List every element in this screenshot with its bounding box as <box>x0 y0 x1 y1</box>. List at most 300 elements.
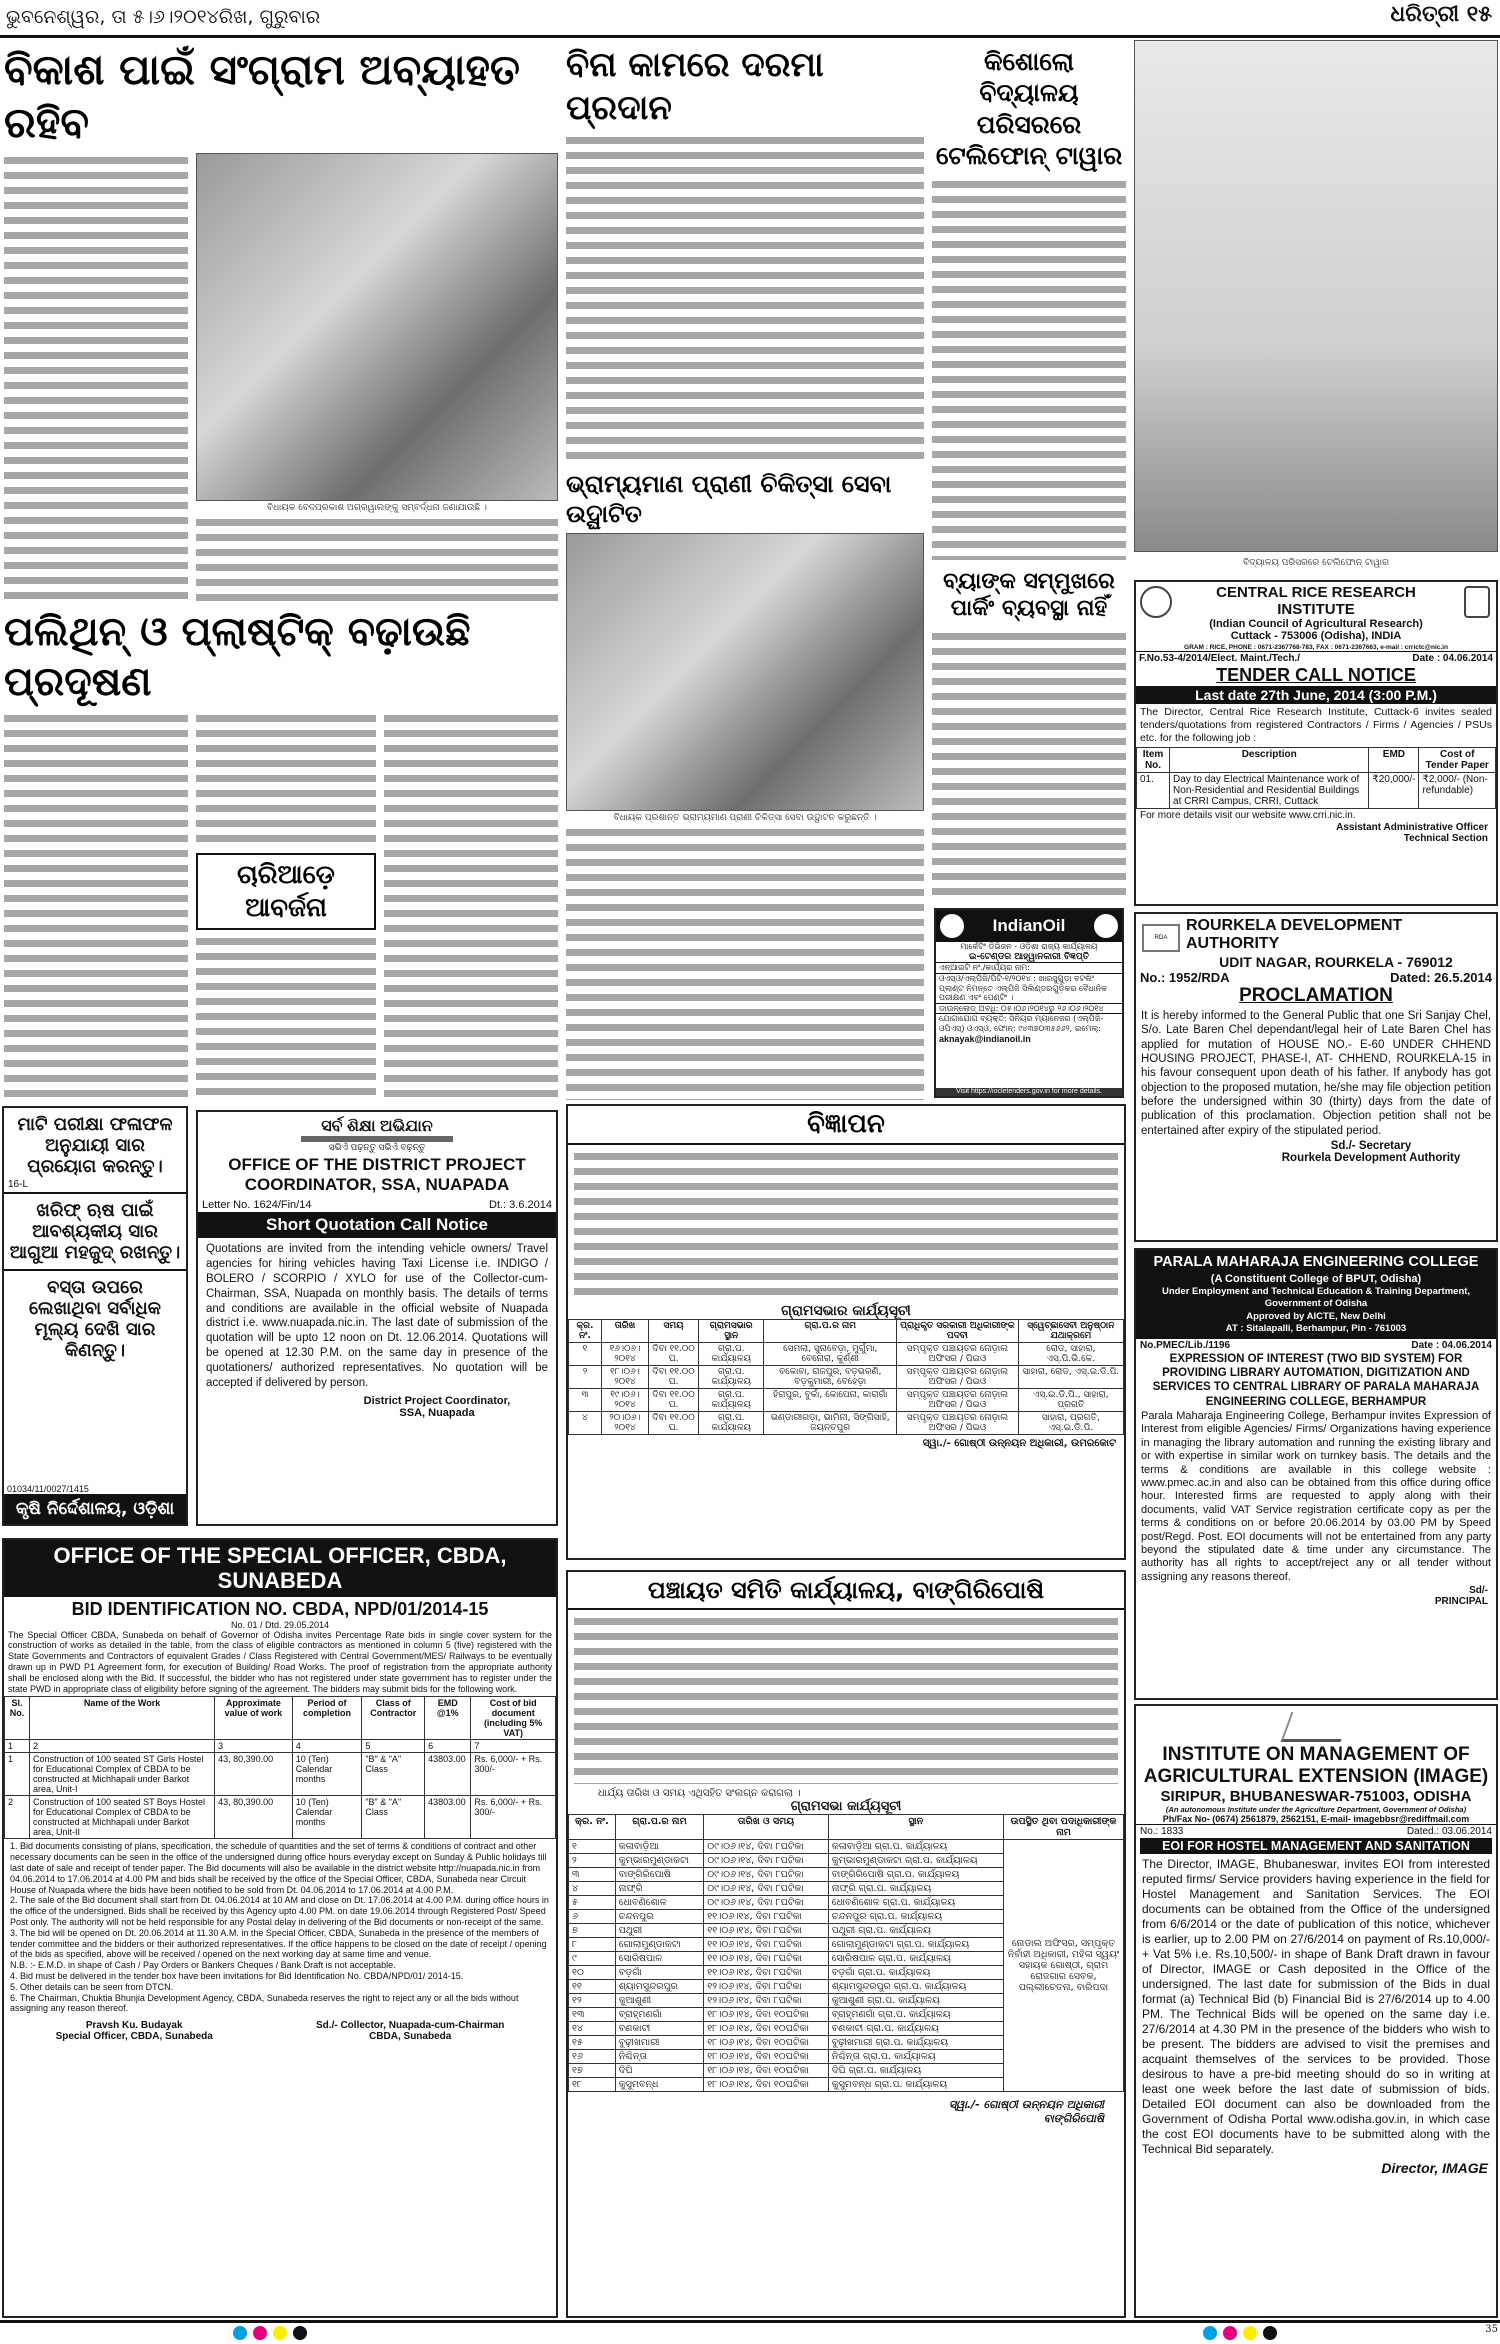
krushi-footer: କୃଷି ନିର୍ଦ୍ଦେଶାଳୟ, ଓଡ଼ିଶା <box>4 1494 186 1524</box>
table-cell: "B" & "A" Class <box>362 1753 425 1796</box>
table-cell: ଗ୍ରା.ପ. କାର୍ଯ୍ୟାଳୟ <box>699 1365 764 1388</box>
crri-contact: GRAM : RICE, PHONE : 0671-2367768-783, FAX : 0671-2367663, e-mail : crrictc@nic.in <box>1136 644 1496 652</box>
table-header-cell: ଗ୍ରା.ପ.ର ନାମ <box>764 1319 897 1342</box>
indianoil-nit: ଓଏସ୍ଓ/ଏଲ୍‌ପିଜି/ପିଟି-୧/୨୦୧୪ : ଖାରସୁଗୁଡ଼ା ବଟଲିଂ ପ୍ଲାଣ୍ଟ ନିମନ୍ତେ ଏଲ୍‌ପିଜି ସିଲିଣ୍ଡରଗୁଡ଼ିକର ବୈଧାନିକ ପରୀକ୍ଷଣ ଏବଂ ପେଣ୍ଟିଂ । <box>936 974 1122 1004</box>
table-cell: ଗ୍ରା.ପ. କାର୍ଯ୍ୟାଳୟ <box>699 1411 764 1434</box>
table-cell: ୧୨ <box>569 1994 616 2008</box>
table-cell: ବଣକାଟୀ ଗ୍ରା.ପ. କାର୍ଯ୍ୟାଳୟ <box>828 2022 1003 2036</box>
headline-a2: ବିନା କାମରେ ଦରମା ପ୍ରଦାନ <box>566 45 824 128</box>
rda-ref-row <box>1136 970 1496 985</box>
masthead <box>1390 2 1492 27</box>
indianoil-contact: ଯୋଗାଯୋଗ ବ୍ୟକ୍ତି: ସିନିୟର ମ୍ୟାନେଜର (ଏଲ୍‌ପିଜି-ଓପିଏସ୍) ଓଏସ୍ଓ, ଫୋନ୍: ୯୪୩୭୦୩୫୬୬୨, ଇମେଲ୍: <box>939 1014 1104 1033</box>
table-header-cell: ତାରିଖ ଓ ସମୟ <box>704 1815 828 1840</box>
table-cell: କଳାବାଡ଼ିଆ ଗ୍ରା.ପ. କାର୍ଯ୍ୟାଳୟ <box>828 1840 1003 1854</box>
article-body-a6 <box>932 629 1126 902</box>
image-no: No.: 1833 <box>1140 1825 1184 1837</box>
cbda-ref: No. 01 / Dtd. 29.05.2014 <box>230 1619 330 1630</box>
cbda-bid-id: BID IDENTIFICATION NO. CBDA, NPD/01/2014-15 <box>71 1598 489 1619</box>
registration-dot <box>253 2326 267 2340</box>
panchayat-sign <box>568 2092 1124 2132</box>
article-body-a1 <box>4 153 188 601</box>
pmec-ref-row <box>1136 1339 1496 1352</box>
table-cell: ୧୧।୦୬।୧୪, ଦିବା ୮ଘଟିକା <box>704 1924 828 1938</box>
article-body-a1-cont <box>196 515 558 601</box>
rda-address: UDIT NAGAR, ROURKELA - 769012 <box>1219 953 1453 970</box>
table-cell: ₹20,000/- <box>1369 773 1419 809</box>
photo-vet-service <box>566 533 924 810</box>
table-cell: 01. <box>1137 773 1170 809</box>
rda-body: It is hereby informed to the General Public that one Sri Sanjay Chel, S/o. Late Baren Chel dependant/legal heir of Late Baren Chel has applied for mutation of HOUSE NO.- E-60 UNDER CHHEND HOUSING PROJECT, PHASE-I, AT- CHHEND, ROURKELA-15 in his favour consequent upon death of his father. If anybody has got objection to the proposed mutation, he/she may file objection petition before the undersigned within 30 (thirty) days from the date of publication of this proclamation. Objection petition shall not be entertained after expiry of the stipulated period. <box>1141 1009 1491 1137</box>
table-cell: ବଡ଼ଗାଁ <box>615 1966 704 1980</box>
crri-table <box>1136 747 1496 809</box>
table-header-row <box>569 1815 1124 1840</box>
table-row <box>5 1740 556 1753</box>
table-row <box>569 1840 1124 1854</box>
ssa-ad <box>196 1110 558 1526</box>
indianoil-footer: Visit https://iocletenders.gov.in for more details. <box>936 1088 1122 1096</box>
table-cell: ଦିବା ୧୧.୦୦ ଘ. <box>649 1411 699 1434</box>
table-header-cell: Period of completion <box>292 1697 362 1740</box>
cbda-tender <box>2 1538 558 2318</box>
table-cell: ନିଶ୍ଚିନ୍ତା <box>615 2050 704 2064</box>
table-header-cell: EMD <box>1369 748 1419 773</box>
table-cell: ୧୮।୦୬।୧୪, ଦିବା ୧୦ଘଟିକା <box>704 2036 828 2050</box>
table-cell: ପଥୁରୀ <box>615 1924 704 1938</box>
ssa-body: Quotations are invited from the intending vehicle owners/ Travel agencies for hiring vehicles having Taxi License i.e. INDIGO / BOLERO / SCORPIO / XYLO for use of the Collector-cum-Chairman, SSA, Nuapada on monthly basis. The details of terms and conditions are available in the official website of Nuapada district i.e. www.nuapada.nic.in. The last date of submission of the quotation will be upto 12 noon on Dt. 12.06.2014. Quotations will be opened at 12.30 P.M. on the same day in presence of the quotationers/ authorized representatives. No quotation will be accepted if delivered by person. <box>206 1242 548 1390</box>
table-cell: 43803.00 <box>425 1796 471 1839</box>
sign-line: PRINCIPAL <box>1434 1596 1488 1608</box>
table-cell: ବ୍ରାହ୍ମଣଗାଁ <box>615 2008 704 2022</box>
image-address: SIRIPUR, BHUBANESWAR-751003, ODISHA <box>1160 1787 1472 1805</box>
table-header-cell: EMD @1% <box>425 1697 471 1740</box>
crri-body: The Director, Central Rice Research Institute, Cuttack-6 invites sealed tenders/quotations from registered Contractors / Firms / Agencies / PSUs etc. for the following job : <box>1140 706 1492 745</box>
bigyapan-table <box>568 1319 1124 1435</box>
table-cell: ୧ <box>569 1342 602 1365</box>
cbda-note: 3. The bid will be opened on Dt. 20.06.2014 at 11.30 A.M. in the Special Officer, CBDA, Sunabeda in the presence of the members of tender committee and the bidders or their authorized representatives. If the office happens to be closed on the date of receipt / opening of the bids as specified, above will be received / opened on the next working day at same time and venue. <box>10 1927 547 1960</box>
table-row <box>569 1388 1124 1411</box>
table-cell: Rs. 6,000/- + Rs. 300/- <box>471 1753 556 1796</box>
cbda-note: 4. Bid must be delivered in the tender box have been invitations for Bid Identification No. CBDA/NPD/01/ 2014-15. <box>10 1970 464 1981</box>
article-a4 <box>4 711 558 1100</box>
image-notice: EOI FOR HOSTEL MANAGEMENT AND SANITATION <box>1140 1838 1492 1854</box>
table-row <box>569 1411 1124 1434</box>
sign-name: Sd./- Collector, Nuapada-cum-Chairman <box>316 2020 505 2032</box>
krushi-ref: 01034/11/0027/1415 <box>7 1484 89 1494</box>
table-header-cell: ଗ୍ରାମସଭାର ସ୍ଥାନ <box>699 1319 764 1342</box>
pmec-header <box>1136 1250 1496 1339</box>
article-body-a4-col2 <box>196 711 376 849</box>
rda-no: No.: 1952/RDA <box>1140 969 1230 985</box>
table-cell: 43, 80,390.00 <box>215 1796 293 1839</box>
table-cell: ସାହାରା, ପ୍ରଗତି, ଏସ୍.ଇ.ଡି.ପି. <box>1018 1411 1123 1434</box>
ssa-notice-title: Short Quotation Call Notice <box>198 1212 556 1238</box>
pmec-signature <box>1136 1585 1496 1607</box>
ssa-logo-text: ସର୍ବ ଶିକ୍ଷା ଅଭିଯାନ <box>301 1118 453 1142</box>
indianoil-email[interactable]: aknayak@indianoil.in <box>939 1033 1031 1044</box>
ssa-letter-no: Letter No. 1624/Fin/14 <box>202 1198 312 1211</box>
rda-signature <box>1136 1140 1496 1164</box>
cbda-note: 1. Bid documents consisting of plans, specification, the schedule of quantities and the set of terms & conditions of contract and other necessary documents can be seen in the office of the undersigned during office hours everyday except on Sunday & Public holidays till last date of sale and receipt of tender paper. The Bid documents will also be available in the district website http://nuapada.nic.in from 04.06.2014 to 17.06.2014 at 4.00 PM and bids shall be received by the office of the Special Officer, CBDA, Sunabeda near Circuit House of Nuapada where the bids have been notified to be sold from Dt. 04.06.2014 to 17.06.2014 at 4.00 P.M. <box>10 1841 547 1895</box>
registration-dot <box>233 2326 247 2340</box>
table-cell: ୧୧।୦୬।୧୪, ଦିବା ୮ଘଟିକା <box>704 1966 828 1980</box>
table-cell: ୧୧।୦୬।୧୪, ଦିବା ୮ଘଟିକା <box>704 1938 828 1952</box>
table-cell: କୁଆଶୁଣୀ ଗ୍ରା.ପ. କାର୍ଯ୍ୟାଳୟ <box>828 1994 1003 2008</box>
crri-notice: TENDER CALL NOTICE <box>1216 665 1416 685</box>
panchayat-title: ପଞ୍ଚାୟତ ସମିତି କାର୍ଯ୍ୟାଳୟ, ବାଙ୍ଗିରିପୋଷି <box>568 1572 1124 1610</box>
table-cell: ୧୭ <box>569 2064 616 2078</box>
cbda-title: OFFICE OF THE SPECIAL OFFICER, CBDA, SUNABEDA <box>4 1540 556 1597</box>
dateline: ଭୁବନେଶ୍ୱର, ତା ୫।୬।୨୦୧୪ରିଖ, ଗୁରୁବାର <box>6 6 321 28</box>
sign-line: ବାଙ୍ଗିରିପୋଷି <box>1043 2112 1104 2125</box>
crri-title: CENTRAL RICE RESEARCH INSTITUTE <box>1216 584 1416 618</box>
table-cell: ଧୋବଣିଶୋଳ <box>615 1896 704 1910</box>
table-cell: ୧୧।୦୬।୧୪, ଦିବା ୮ଘଟିକା <box>704 1952 828 1966</box>
crri-ref-row <box>1136 652 1496 665</box>
headline-a5: ଭ୍ରାମ୍ୟମାଣ ପ୍ରାଣୀ ଚିକିତ୍ସା ସେବା ଉଦ୍ଘାଟିତ <box>566 470 892 529</box>
sign-line: Sd/- <box>1469 1585 1488 1597</box>
image-logo-icon <box>1281 1712 1352 1742</box>
table-cell: ଶ୍ୟାମସୁନ୍ଦରପୁର <box>615 1980 704 1994</box>
table-cell: ନିଶ୍ଚିନ୍ତା ଗ୍ରା.ପ. କାର୍ଯ୍ୟାଳୟ <box>828 2050 1003 2064</box>
table-cell: ୯ <box>569 1952 616 1966</box>
table-row <box>569 1342 1124 1365</box>
ssa-title: OFFICE OF THE DISTRICT PROJECT COORDINATOR, SSA, NUAPADA <box>228 1155 526 1195</box>
table-cell: 1 <box>5 1753 30 1796</box>
crri-tender <box>1134 580 1498 906</box>
article-body-a2 <box>566 133 924 463</box>
image-title: INSTITUTE ON MANAGEMENT OF AGRICULTURAL EXTENSION (IMAGE) <box>1143 1744 1489 1787</box>
table-cell: ୧୪ <box>569 2022 616 2036</box>
table-cell: Construction of 100 seated ST Girls Hostel for Educational Complex of CBDA to be constructed at Michhapali under Barkot area, Unit-I <box>30 1753 215 1796</box>
pmec-line: Approved by AICTE, New Delhi <box>1246 1310 1386 1322</box>
headline-a4: ପଲିଥିନ୍ ଓ ପ୍ଲାଷ୍ଟିକ୍ ବଢ଼ାଉଛି ପ୍ରଦୂଷଣ <box>4 609 471 706</box>
table-cell: ସାହାରା, ରୋଡ, ଏସ୍.ଇ.ଡି.ପି. <box>1018 1365 1123 1388</box>
headline-a1: ବିକାଶ ପାଇଁ ସଂଗ୍ରାମ ଅବ୍ୟାହତ ରହିବ <box>4 45 520 147</box>
photo-felicitation <box>196 153 558 501</box>
table-header-cell: Class of Contractor <box>362 1697 425 1740</box>
image-body: The Director, IMAGE, Bhubaneswar, invites EOI from interested reputed firms/ Service providers having experience in the field for Hostel Management and Sanitation Services. The EOI documents can be obtained from the Office of the undersigned from 6/6/2014 or the date of publication of this notice, whichever is earlier, up to 2.00 PM on 27/6/2014 on payment of Rs.10,000/- + Vat 5% i.e. Rs.10,500/- in shape of Bank Draft drawn in favour of Director, IMAGE or Cash deposited in the Office of the undersigned. The last date for submission of the Bids in dual format (a) Technical Bid (b) Financial Bid is 27/6/2014 up to 4.00 PM. The Technical Bids will be opened on the same day i.e. 27/6/2014 at 4.30 PM in the presence of the bidders who wish to be present. The bidders are advised to visit the premises and acquaint themselves of the services to be provided. Those desirous to have a pre-bid meeting should do so in writing at least one week before the last date of submission of bids. Detailed EOI document can also be downloaded from the Government of Odisha Portal www.odisha.gov.in, in which case the cost EOI documents have to be submitted along with the Technical Bid separately. <box>1142 1856 1490 2156</box>
table-cell: ₹2,000/- (Non-refundable) <box>1419 773 1496 809</box>
table-cell: ୨ <box>569 1854 616 1868</box>
table-cell: ୧୬ <box>569 2050 616 2064</box>
table-cell: କଳାବାଡ଼ିଆ <box>615 1840 704 1854</box>
photo-caption-a1: ବିଧାୟକ ବେଦପ୍ରକାଶ ଅଗ୍ରୱାଲଙ୍କୁ ସମ୍ବର୍ଦ୍ଧନା ଜଣାଯାଉଛି । <box>267 502 487 513</box>
table-cell: ୦୯।୦୬।୧୪, ଦିବା ୮ଘଟିକା <box>704 1840 828 1854</box>
indianoil-brand: IndianOil <box>992 915 1066 935</box>
table-row <box>5 1796 556 1839</box>
page-number: ୧୫ <box>1466 2 1492 27</box>
cbda-table <box>4 1696 556 1839</box>
left-news-column <box>4 44 558 1100</box>
table-cell: ୧୮।୦୬।୧୪, ଦିବା ୧୦ଘଟିକା <box>704 2008 828 2022</box>
table-cell: 5 <box>362 1740 425 1753</box>
cbda-note: N.B. :- E.M.D. in shape of Cash / Pay Orders or Bankers Cheques / Bank Draft is not acceptable. <box>10 1960 396 1971</box>
table-cell: 1 <box>5 1740 30 1753</box>
indianoil-dept: ମାର୍କେଟିଂ ଡିଭିଜନ - ଓଡ଼ିଶା ରାଜ୍ୟ କାର୍ଯ୍ୟାଳୟ <box>960 942 1098 951</box>
krushi-line2: ଖରିଫ୍ ଋଷ ପାଇଁ ଆବଶ୍ୟକୀୟ ସାର ଆଗୁଆ ମହଜୁଦ୍ ରଖନ୍ତୁ। <box>4 1194 186 1271</box>
krushi-ad <box>2 1106 188 1526</box>
table-cell: 6 <box>425 1740 471 1753</box>
registration-dot <box>1263 2326 1277 2340</box>
cbda-note: 2. The sale of the Bid document shall start from Dt. 04.06.2014 at 10 AM and close on Dt. 17.06.2014 at 4.00 P.M. during office hours in the office of the undersigned. Bids shall be received by this Agency upto 4.00 PM. on date 19.06.2014 through Registered Post/ Speed Post only. The authority will not be held responsible for any Postal delay in delivering of the Bid documents or non-receipt of the same. <box>10 1895 549 1927</box>
table-cell: ବାଙ୍ଗିରିପୋଷି ଗ୍ରା.ପ. କାର୍ଯ୍ୟାଳୟ <box>828 1868 1003 1882</box>
table-cell: ୫ <box>569 1896 616 1910</box>
table-header-cell: Approximate value of work <box>215 1697 293 1740</box>
image-signature: Director, IMAGE <box>1381 2159 1488 2176</box>
crri-signature <box>1136 822 1496 844</box>
cbda-sign-left <box>56 2020 213 2042</box>
table-cell: ୧୦ <box>569 1966 616 1980</box>
cbda-notes <box>4 1839 556 2016</box>
table-cell: ନାଫ୍ରି ଗ୍ରା.ପ. କାର୍ଯ୍ୟାଳୟ <box>828 1882 1003 1896</box>
pmec-line: Under Employment and Technical Education & Training Department, Government of Odisha <box>1161 1286 1471 1310</box>
pmec-line: (A Constituent College of BPUT, Odisha) <box>1210 1272 1422 1285</box>
crri-sub: (Indian Council of Agricultural Research) <box>1209 618 1423 630</box>
sign-line: ସ୍ୱା./- ଗୋଷ୍ଠୀ ଉନ୍ନୟନ ଅଧିକାରୀ <box>948 2098 1104 2111</box>
table-cell: ୨ <box>569 1365 602 1388</box>
rda-date: Dated: 26.5.2014 <box>1390 969 1492 985</box>
middle-news-column <box>566 44 924 1100</box>
table-cell: ରୋଡ, ସାହାରା, ଏସ୍.ପି.ଭି.କେ. <box>1018 1342 1123 1365</box>
icar-logo-icon <box>1464 586 1490 618</box>
table-header-cell: Sl. No. <box>5 1697 30 1740</box>
table-cell: ୧୫ <box>569 2036 616 2050</box>
table-header-cell: Description <box>1170 748 1369 773</box>
image-date: Dated.: 03.06.2014 <box>1406 1825 1492 1837</box>
ssa-logo <box>198 1112 556 1153</box>
pmec-title: PARALA MAHARAJA ENGINEERING COLLEGE <box>1153 1254 1479 1270</box>
ssa-signature <box>198 1395 556 1419</box>
table-cell: ବଣକାଟୀ <box>615 2022 704 2036</box>
krushi-line1: ମାଟି ପରୀକ୍ଷା ଫଳାଫଳ ଅନୁଯାୟୀ ସାର ପ୍ରୟୋଗ କରନ୍ତୁ। <box>17 1114 173 1177</box>
pmec-eoi <box>1134 1248 1498 1700</box>
table-cell: ଗୋଲାମୁଣ୍ଡାକଟା ଗ୍ରା.ପ. କାର୍ଯ୍ୟାଳୟ <box>828 1938 1003 1952</box>
table-cell: ୩ <box>569 1388 602 1411</box>
sign-title: CBDA, Sunabeda <box>369 2031 452 2043</box>
sheet-number: 35 <box>1485 2324 1498 2335</box>
table-cell: ଗ୍ରା.ପ. କାର୍ଯ୍ୟାଳୟ <box>699 1388 764 1411</box>
sign-name: Pravsh Ku. Budayak <box>85 2020 183 2032</box>
table-cell: ଦିବା ୧୧.୦୦ ଘ. <box>649 1365 699 1388</box>
table-cell: ନାଫ୍ରି <box>615 1882 704 1896</box>
indianoil-ad <box>934 908 1124 1098</box>
table-row <box>5 1753 556 1796</box>
ssa-ref-row <box>198 1198 556 1212</box>
table-cell: ୧୮ <box>569 2078 616 2092</box>
table-row <box>1137 773 1496 809</box>
crri-header <box>1136 582 1496 644</box>
photo-caption-a5: ବିଧାୟକ ପ୍ରଶାନ୍ତ ଭ୍ରାମ୍ୟମାଣ ପ୍ରାଣୀ ଚିକିତ୍ସା ସେବା ଉଦ୍ଘାଟନ କରୁଛନ୍ତି । <box>613 812 877 823</box>
table-cell: 7 <box>471 1740 556 1753</box>
table-cell: ଦିବା ୧୧.୦୦ ଘ. <box>649 1342 699 1365</box>
rda-proclamation <box>1134 912 1498 1242</box>
image-contact: Ph/Fax No- (0674) 2561879, 2562151, E-mail- imagebbsr@rediffmail.com <box>1136 1814 1496 1825</box>
table-cell: ସୋରିଷପାଳ ଗ୍ରା.ପ. କାର୍ଯ୍ୟାଳୟ <box>828 1952 1003 1966</box>
registration-dot <box>1223 2326 1237 2340</box>
indianoil-header <box>936 910 1122 942</box>
table-header-row <box>5 1697 556 1740</box>
table-cell: ସମ୍ପୃକ୍ତ ପଞ୍ଚାୟତର ନୋଡ଼ାଲ ଅଫିସର / ପିଇଓ <box>897 1342 1019 1365</box>
indianoil-logo-icon <box>1094 914 1118 938</box>
table-cell: ସମ୍ପୃକ୍ତ ପଞ୍ଚାୟତର ନୋଡ଼ାଲ ଅଫିସର / ପିଇଓ <box>897 1365 1019 1388</box>
table-cell: କୁମ୍ଭାରମୁଣ୍ଡାକଟା ଗ୍ରା.ପ. କାର୍ଯ୍ୟାଳୟ <box>828 1854 1003 1868</box>
table-cell: 43803.00 <box>425 1753 471 1796</box>
pmec-date: Date : 04.06.2014 <box>1411 1339 1492 1351</box>
table-cell: ୦୯।୦୬।୧୪, ଦିବା ୮ଘଟିକା <box>704 1882 828 1896</box>
table-cell: 4 <box>292 1740 362 1753</box>
registration-dot <box>293 2326 307 2340</box>
indianoil-nit-label: ଏନ୍ଆଇଟି ନଂ./କାର୍ଯ୍ୟର ନାମ: <box>936 963 1122 974</box>
bigyapan-body <box>574 1149 1118 1299</box>
table-cell: Day to day Electrical Maintenance work of Non-Residential and Residential Buildings at CRRI Campus, CRRI, Cuttack <box>1170 773 1369 809</box>
registration-dot <box>1243 2326 1257 2340</box>
table-cell: ଶ୍ୟାମସୁନ୍ଦରପୁର ଗ୍ରା.ପ. କାର୍ଯ୍ୟାଳୟ <box>828 1980 1003 1994</box>
table-cell: କୁମ୍ଭାରମୁଣ୍ଡାକଟା <box>615 1854 704 1868</box>
table-header-cell: କ୍ର. ନଂ. <box>569 1815 616 1840</box>
pmec-no: No.PMEC/Lib./1196 <box>1140 1339 1231 1351</box>
table-cell: ୦୯।୦୬।୧୪, ଦିବା ୮ଘଟିକା <box>704 1868 828 1882</box>
table-row <box>569 1365 1124 1388</box>
table-cell: 3 <box>215 1740 293 1753</box>
table-cell: ୧ <box>569 1840 616 1854</box>
crri-logo-icon <box>1140 586 1172 618</box>
table-cell: ଚନ୍ଦନପୁର ଗ୍ରା.ପ. କାର୍ଯ୍ୟାଳୟ <box>828 1910 1003 1924</box>
subhead-a4: ଚାରିଆଡ଼େ ଆବର୍ଜନା <box>196 853 376 930</box>
indianoil-logo-icon <box>940 914 964 938</box>
table-cell: Rs. 6,000/- + Rs. 300/- <box>471 1796 556 1839</box>
table-cell: ବୁଢ଼ୀଖମାରୀ ଗ୍ରା.ପ. କାର୍ଯ୍ୟାଳୟ <box>828 2036 1003 2050</box>
cbda-signatures <box>4 2020 556 2042</box>
table-cell: ୦୯।୦୬।୧୪, ଦିବା ୮ଘଟିକା <box>704 1854 828 1868</box>
image-sub: (An autonomous Institute under the Agriculture Department, Government of Odisha) <box>1165 1804 1467 1814</box>
table-cell: 10 (Ten) Calendar months <box>292 1796 362 1839</box>
table-header-cell: ଗ୍ରା.ପ.ର ନାମ <box>615 1815 704 1840</box>
article-a1-photo-block <box>196 153 558 601</box>
registration-marks-right <box>1200 2325 1280 2344</box>
table-cell: ଦିଘି <box>615 2064 704 2078</box>
registration-dot <box>1203 2326 1217 2340</box>
table-header-cell: ସ୍ୱେଚ୍ଛାସେବୀ ଅନୁଷ୍ଠାନ ଯଥାକ୍ରମେ <box>1018 1319 1123 1342</box>
page-footer <box>0 2320 1500 2339</box>
table-header-row <box>1137 748 1496 773</box>
table-cell: ୧୧ <box>569 1980 616 1994</box>
table-cell: 43, 80,390.00 <box>215 1753 293 1796</box>
sign-line: Assistant Administrative Officer <box>1336 822 1488 834</box>
table-cell: ୮ <box>569 1938 616 1952</box>
cbda-intro: The Special Officer CBDA, Sunabeda on behalf of Governor of Odisha invites Percentage Rate bids in single cover system for the construction of works as detailed in the table, from the class of eligible contractors as mentioned in column 5 (five) registered with the State Governments and Contractors of equivalent Grades / Class Registered with Central Government/MES/ Railways to be eventually drawn up in PWD P1 Agreement form, for execution of Building/ Road Works. The proof of registration from the appropriate authority shall be enclosed along with the Bid. If successful, the bidder who has not registered under state government has to register under the state PWD in appropriate class of eligibility before signing of the agreement. The bidders may submit bids for the following work. <box>8 1629 552 1694</box>
sign-title: Special Officer, CBDA, Sunabeda <box>55 2031 213 2043</box>
table-cell: ୧୨।୦୬।୧୪, ଦିବା ୮ଘଟିକା <box>704 1980 828 1994</box>
table-cell: 10 (Ten) Calendar months <box>292 1753 362 1796</box>
table-cell: ପଥୁରୀ ଗ୍ରା.ପ. କାର୍ଯ୍ୟାଳୟ <box>828 1924 1003 1938</box>
table-cell: ଗ୍ରା.ପ. କାର୍ଯ୍ୟାଳୟ <box>699 1342 764 1365</box>
indianoil-title: ଇ-ଟେଣ୍ଡର ଆହ୍ୱାନକାରୀ ବିଜ୍ଞପ୍ତି <box>936 952 1122 964</box>
table-cell: ବକୋବା, ରାଜପୁର, ବଡ଼ଭରଣି, ବଡ଼କୁମାରୀ, ବେହେଡ଼ା <box>764 1365 897 1388</box>
table-header-cell: ତାରିଖ <box>601 1319 648 1342</box>
table-cell: ୧୨।୦୬।୧୪, ଦିବା ୮ଘଟିକା <box>704 1994 828 2008</box>
table-cell: ସମ୍ପୃକ୍ତ ପଞ୍ଚାୟତର ନୋଡ଼ାଲ ଅଫିସର / ପିଇଓ <box>897 1411 1019 1434</box>
pmec-heading: EXPRESSION OF INTEREST (TWO BID SYSTEM) FOR PROVIDING LIBRARY AUTOMATION, DIGITIZATION AND SERVICES TO CENTRAL LIBRARY OF PARALA MAHARAJA ENGINEERING COLLEGE, BERHAMPUR <box>1152 1352 1480 1408</box>
table-cell: ଚନ୍ଦନପୁର <box>615 1910 704 1924</box>
masthead-title: ଧରିତ୍ରୀ <box>1390 2 1460 27</box>
ssa-sign1: District Project Coordinator, <box>363 1395 511 1408</box>
table-cell: ୧୯।୦୬।୨୦୧୪ <box>601 1388 648 1411</box>
image-ref-row <box>1136 1825 1496 1838</box>
photo-telephone-tower <box>1134 40 1498 552</box>
article-a1 <box>4 153 558 601</box>
ssa-sign2: SSA, Nuapada <box>399 1407 475 1420</box>
table-cell: ୧୧।୦୬।୧୪, ଦିବା ୮ଘଟିକା <box>704 1910 828 1924</box>
table-cell: କୁସୁମବନ୍ଧ ଗ୍ରା.ପ. କାର୍ଯ୍ୟାଳୟ <box>828 2078 1003 2092</box>
bigyapan-sign: ସ୍ୱା./- ଗୋଷ୍ଠୀ ଉନ୍ନୟନ ଅଧିକାରୀ, ଉମରକୋଟ <box>922 1437 1116 1449</box>
photo-caption-a3: ବିଦ୍ୟାଳୟ ପରିସରରେ ଟେଲିଫୋନ୍ ଟାୱାର <box>1243 558 1389 568</box>
headline-a6: ବ୍ୟାଙ୍କ ସମ୍ମୁଖରେ ପାର୍କିଂ ବ୍ୟବସ୍ଥା ନାହିଁ <box>943 568 1115 622</box>
table-cell: ଗୋଲାମୁଣ୍ଡାକଟା <box>615 1938 704 1952</box>
article-body-a4-col1 <box>4 711 188 1100</box>
table-cell: ୧୮।୦୬।୧୪, ଦିବା ୧୦ଘଟିକା <box>704 2022 828 2036</box>
panchayat-note: ଧାର୍ଯ୍ୟ ତାରିଖ ଓ ସମୟ ଏଥିସହିତ ସଂଲଗ୍ନ କରାଗଲା । <box>598 1788 801 1799</box>
bigyapan-title: ବିଜ୍ଞାପନ <box>568 1106 1124 1145</box>
narrow-news-column <box>932 46 1126 902</box>
table-header-cell: Cost of bid document (including 5% VAT) <box>471 1697 556 1740</box>
table-header-cell: Name of the Work <box>30 1697 215 1740</box>
panchayat-table-title: ଗ୍ରାମସଭା କାର୍ଯ୍ୟସୂଚୀ <box>790 1799 902 1814</box>
sign-line: Rourkela Development Authority <box>1281 1152 1461 1165</box>
headline-a3: କିଶୋଲୋ ବିଦ୍ୟାଳୟ ପରିସରରେ ଟେଲିଫୋନ୍ ଟାୱାର <box>935 47 1123 170</box>
pmec-body: Parala Maharaja Engineering College, Berhampur invites Expression of Interest from eligible Agencies/ Firms/ Organizations having experience in managing the library automation and running the existing library and or with expertise in similar work on turnkey basis. The details and the terms & conditions are available in this college website : www.pmec.ac.in and also can be obtained from this office during office hour. Interested firms are requested to apply along with their documents, valid VAT Service registration certificate copy as per the terms & conditions on or before 20.06.2014 by 03.00 PM by Speed post/Regd. Post. EOI documents will not be entertained from any party beyond the stipulated date & time under any circumstance. The authority has all rights to accept/reject any or all tender without assigning any reasons thereof. <box>1141 1410 1491 1583</box>
table-cell: କୁସୁମବନ୍ଧ <box>615 2078 704 2092</box>
table-cell: ୧୮।୦୬।୧୪, ଦିବା ୧୦ଘଟିକା <box>704 2078 828 2092</box>
cbda-note: 5. Other details can be seen from DTCN. <box>10 1981 174 1992</box>
table-cell: ୩ <box>569 1868 616 1882</box>
bigyapan-ad <box>566 1104 1126 1560</box>
article-body-a3 <box>932 177 1126 560</box>
table-header-cell: ଉପସ୍ଥିତ ଥିବା ପଦାଧିକାରୀଙ୍କ ନାମ <box>1004 1815 1124 1840</box>
cbda-sign-right <box>316 2020 504 2042</box>
image-eoi <box>1134 1704 1498 2318</box>
article-body-a5 <box>566 825 924 1100</box>
table-cell: ୪ <box>569 1882 616 1896</box>
registration-dot <box>273 2326 287 2340</box>
table-cell: ୬ <box>569 1910 616 1924</box>
crri-date: Date : 04.06.2014 <box>1412 653 1493 664</box>
table-cell: 2 <box>30 1740 215 1753</box>
table-header-cell: କ୍ର. ନଂ. <box>569 1319 602 1342</box>
table-cell: "B" & "A" Class <box>362 1796 425 1839</box>
crri-file-no: F.No.53-4/2014/Elect. Maint./Tech./ <box>1139 653 1300 664</box>
table-cell: ୧୬।୦୬।୨୦୧୪ <box>601 1342 648 1365</box>
page-header <box>0 0 1500 38</box>
table-cell: ୧୮।୦୬।୧୪, ଦିବା ୧୦ଘଟିକା <box>704 2050 828 2064</box>
table-cell: ୪ <box>569 1411 602 1434</box>
krushi-code: 16-L <box>4 1179 186 1194</box>
rda-title: ROURKELA DEVELOPMENT AUTHORITY <box>1186 917 1403 953</box>
table-cell: ଏସ୍.ଇ.ଡି.ପି., ସାହାରା, ପ୍ରଗତି <box>1018 1388 1123 1411</box>
table-cell: ସମ୍ପୃକ୍ତ ପଞ୍ଚାୟତର ନୋଡ଼ାଲ ଅଫିସର / ପିଇଓ <box>897 1388 1019 1411</box>
table-cell: ସୋରିଷପାଳ <box>615 1952 704 1966</box>
table-cell: ୨୦।୦୬।୨୦୧୪ <box>601 1411 648 1434</box>
table-cell: ବ୍ରାହ୍ମଣଗାଁ ଗ୍ରା.ପ. କାର୍ଯ୍ୟାଳୟ <box>828 2008 1003 2022</box>
sign-line: Sd./- Secretary <box>1330 1140 1412 1153</box>
table-cell: ବଡ଼ଗାଁ ଗ୍ରା.ପ. କାର୍ଯ୍ୟାଳୟ <box>828 1966 1003 1980</box>
table-cell: ୦୯।୦୬।୧୪, ଦିବା ୮ଘଟିକା <box>704 1896 828 1910</box>
panchayat-body <box>574 1614 1118 1784</box>
crri-last-date: Last date 27th June, 2014 (3:00 P.M.) <box>1136 686 1496 704</box>
table-header-cell: ସ୍ଥାନ <box>828 1815 1003 1840</box>
table-cell: ଦିଘି ଗ୍ରା.ପ. କାର୍ଯ୍ୟାଳୟ <box>828 2064 1003 2078</box>
table-cell: Construction of 100 seated ST Boys Hostel for Educational Complex of CBDA to be constructed at Michhapali under Barkot area, Unit-II <box>30 1796 215 1839</box>
table-cell: ଭଣ୍ଡାରୀଗଡ଼ା, ଭାମିନୀ, ସିଙ୍ଗିସାହି, ଜୟନ୍ତପୁର <box>764 1411 897 1434</box>
